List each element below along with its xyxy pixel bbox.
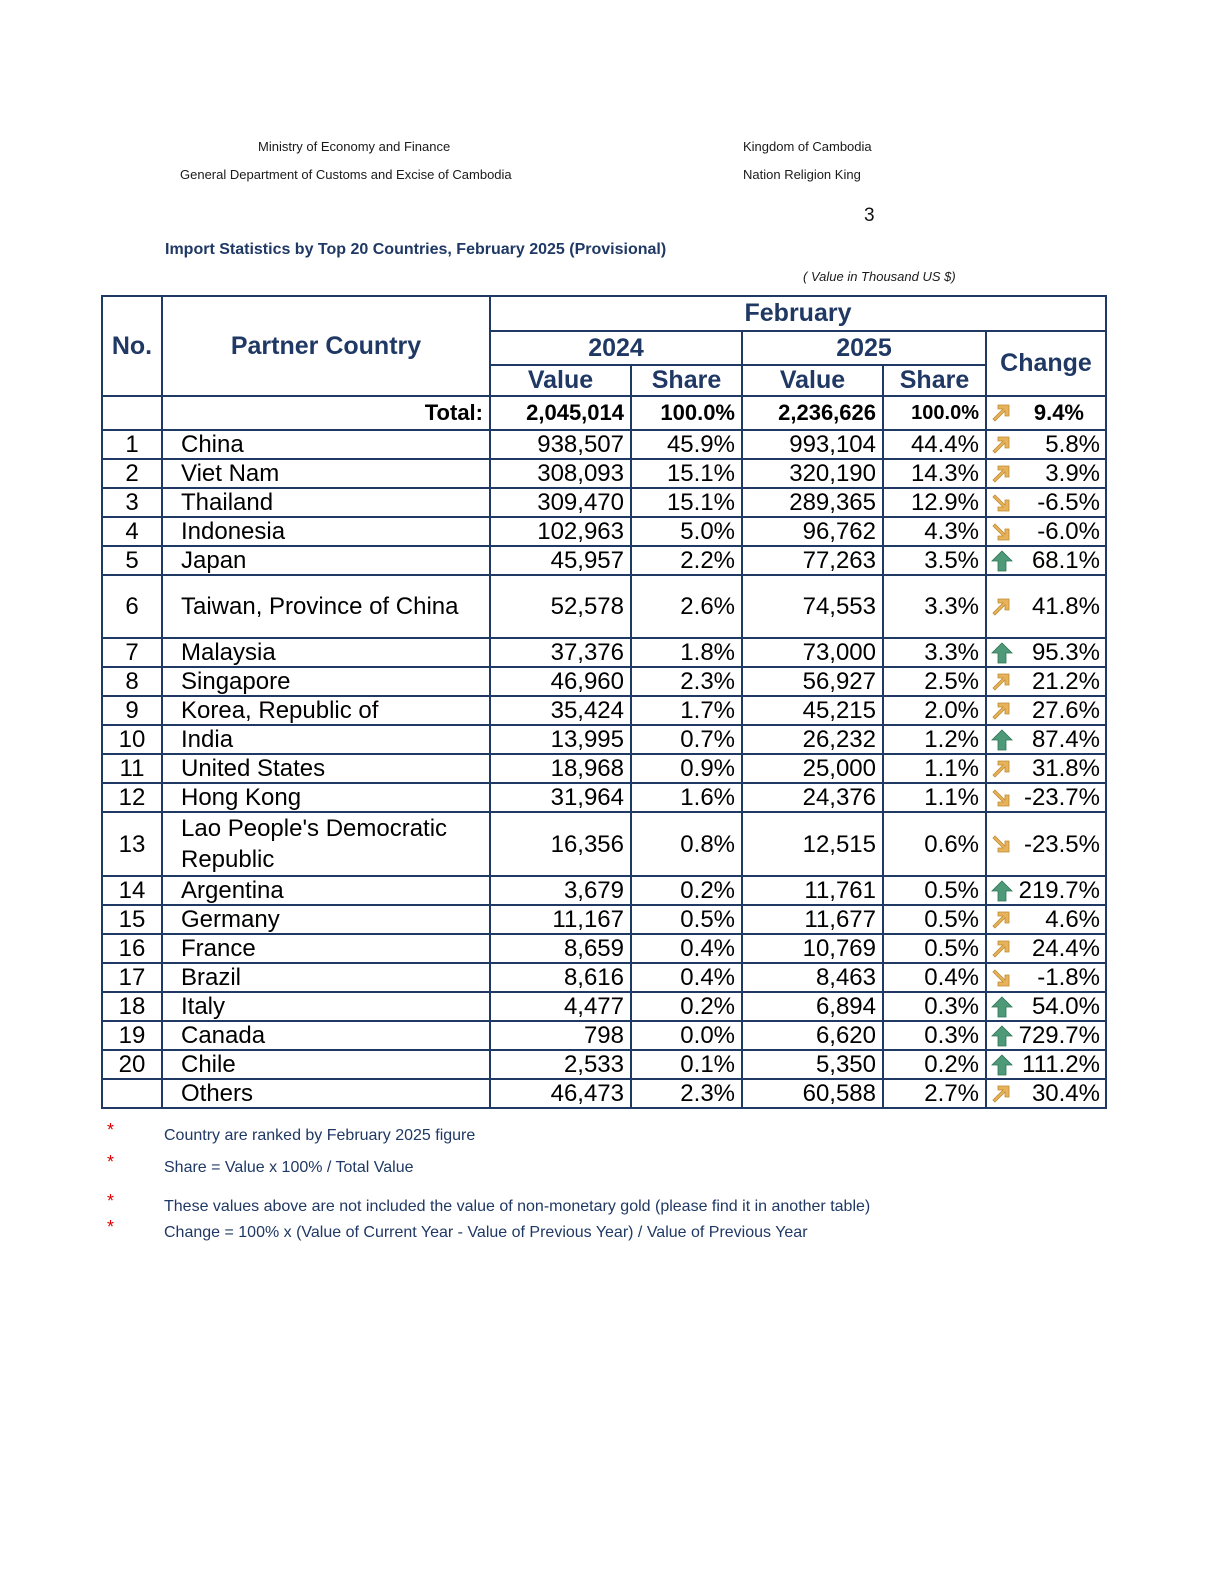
table-row xyxy=(102,754,1106,783)
row-change-cell xyxy=(986,783,1106,812)
row-country: Malaysia xyxy=(162,638,490,667)
row-value-2024: 18,968 xyxy=(490,754,631,783)
arrow-up-right-icon xyxy=(990,433,1014,457)
kingdom-name: Kingdom of Cambodia xyxy=(743,139,872,154)
header-share-2024: Share xyxy=(631,365,742,396)
row-no: 2 xyxy=(102,459,162,488)
row-share-2024: 2.3% xyxy=(631,667,742,696)
row-change: -6.5% xyxy=(1037,489,1100,516)
row-value-2024: 45,957 xyxy=(490,546,631,575)
row-change-cell xyxy=(986,459,1106,488)
row-change: 31.8% xyxy=(1031,755,1100,782)
row-value-2024: 11,167 xyxy=(490,905,631,934)
row-share-2025: 0.3% xyxy=(883,992,986,1021)
row-share-2025: 3.3% xyxy=(883,638,986,667)
row-change: 24.4% xyxy=(1031,935,1100,962)
row-change-cell xyxy=(986,963,1106,992)
row-country: Singapore xyxy=(162,667,490,696)
row-share-2024: 5.0% xyxy=(631,517,742,546)
row-value-2024: 35,424 xyxy=(490,696,631,725)
row-country: Viet Nam xyxy=(162,459,490,488)
arrow-up-icon xyxy=(990,1053,1014,1077)
row-share-2024: 2.2% xyxy=(631,546,742,575)
row-no: 5 xyxy=(102,546,162,575)
row-value-2024: 308,093 xyxy=(490,459,631,488)
arrow-up-icon xyxy=(990,995,1014,1019)
row-value-2025: 320,190 xyxy=(742,459,883,488)
table-row xyxy=(102,1021,1106,1050)
row-share-2025: 3.3% xyxy=(883,575,986,638)
row-change-cell xyxy=(986,667,1106,696)
table-row xyxy=(102,546,1106,575)
row-value-2024: 3,679 xyxy=(490,876,631,905)
footnote-marker: * xyxy=(107,1217,115,1237)
row-share-2025: 14.3% xyxy=(883,459,986,488)
row-value-2024: 309,470 xyxy=(490,488,631,517)
header-change: Change xyxy=(986,331,1106,396)
row-change-cell xyxy=(986,638,1106,667)
row-value-2025: 5,350 xyxy=(742,1050,883,1079)
table-row xyxy=(102,459,1106,488)
row-share-2024: 0.4% xyxy=(631,934,742,963)
row-country: China xyxy=(162,430,490,459)
footnote-marker: * xyxy=(107,1120,115,1140)
row-share-2024: 0.7% xyxy=(631,725,742,754)
row-value-2024: 31,964 xyxy=(490,783,631,812)
row-share-2024: 1.6% xyxy=(631,783,742,812)
row-share-2025: 44.4% xyxy=(883,430,986,459)
row-share-2024: 1.7% xyxy=(631,696,742,725)
page-number: 3 xyxy=(864,205,875,226)
row-share-2024: 0.4% xyxy=(631,963,742,992)
row-share-2024: 2.6% xyxy=(631,575,742,638)
table-row xyxy=(102,488,1106,517)
row-change: 68.1% xyxy=(1031,547,1100,574)
row-value-2024: 102,963 xyxy=(490,517,631,546)
row-change-cell xyxy=(986,876,1106,905)
row-change: 21.2% xyxy=(1031,668,1100,695)
row-value-2024: 16,356 xyxy=(490,812,631,876)
row-value-2024: 37,376 xyxy=(490,638,631,667)
header-no: No. xyxy=(102,296,162,396)
row-value-2024: 8,616 xyxy=(490,963,631,992)
row-change-cell xyxy=(986,905,1106,934)
footnote-text: Country are ranked by February 2025 figure xyxy=(164,1127,476,1144)
row-change-cell xyxy=(986,430,1106,459)
row-no xyxy=(102,1079,162,1108)
row-share-2025: 3.5% xyxy=(883,546,986,575)
row-change-cell xyxy=(986,992,1106,1021)
total-change: 9.4% xyxy=(1033,400,1084,425)
row-value-2025: 24,376 xyxy=(742,783,883,812)
total-share-2025: 100.0% xyxy=(883,396,986,430)
row-share-2024: 0.5% xyxy=(631,905,742,934)
arrow-up-right-icon xyxy=(990,937,1014,961)
row-value-2024: 938,507 xyxy=(490,430,631,459)
arrow-up-right-icon xyxy=(990,670,1014,694)
row-share-2025: 0.5% xyxy=(883,934,986,963)
row-value-2025: 73,000 xyxy=(742,638,883,667)
row-country: Canada xyxy=(162,1021,490,1050)
row-change-cell xyxy=(986,1050,1106,1079)
arrow-up-icon xyxy=(990,879,1014,903)
row-share-2025: 1.1% xyxy=(883,754,986,783)
row-country: Lao People's Democratic Republic xyxy=(162,812,490,876)
total-share-2024: 100.0% xyxy=(631,396,742,430)
footnote-text: These values above are not included the value of non-monetary gold (please find it in another table) xyxy=(164,1198,871,1215)
row-share-2025: 0.5% xyxy=(883,905,986,934)
row-value-2025: 8,463 xyxy=(742,963,883,992)
footnote-text: Change = 100% x (Value of Current Year - Value of Previous Year) / Value of Previous Year xyxy=(164,1224,808,1241)
row-value-2024: 8,659 xyxy=(490,934,631,963)
row-share-2025: 0.2% xyxy=(883,1050,986,1079)
row-share-2025: 0.5% xyxy=(883,876,986,905)
row-change-cell xyxy=(986,488,1106,517)
row-share-2025: 0.3% xyxy=(883,1021,986,1050)
row-value-2025: 10,769 xyxy=(742,934,883,963)
row-value-2025: 6,894 xyxy=(742,992,883,1021)
row-value-2024: 13,995 xyxy=(490,725,631,754)
row-no: 20 xyxy=(102,1050,162,1079)
row-country: Thailand xyxy=(162,488,490,517)
row-change: 5.8% xyxy=(1045,431,1100,458)
row-value-2024: 46,473 xyxy=(490,1079,631,1108)
row-no: 15 xyxy=(102,905,162,934)
row-no: 6 xyxy=(102,575,162,638)
row-share-2025: 2.7% xyxy=(883,1079,986,1108)
row-value-2025: 993,104 xyxy=(742,430,883,459)
arrow-down-right-icon xyxy=(990,832,1014,856)
header-value-2024: Value xyxy=(490,365,631,396)
row-change: 41.8% xyxy=(1031,593,1100,620)
row-share-2025: 0.6% xyxy=(883,812,986,876)
row-share-2024: 15.1% xyxy=(631,459,742,488)
table-row xyxy=(102,1079,1106,1108)
row-no: 11 xyxy=(102,754,162,783)
table-row xyxy=(102,812,1106,876)
row-share-2025: 1.2% xyxy=(883,725,986,754)
row-country: France xyxy=(162,934,490,963)
row-country: Japan xyxy=(162,546,490,575)
header-partner-country: Partner Country xyxy=(162,296,490,396)
row-value-2025: 96,762 xyxy=(742,517,883,546)
footnote-marker: * xyxy=(107,1191,115,1211)
import-statistics-table xyxy=(101,295,1107,1109)
row-share-2024: 0.8% xyxy=(631,812,742,876)
row-share-2025: 12.9% xyxy=(883,488,986,517)
table-row xyxy=(102,992,1106,1021)
row-share-2025: 0.4% xyxy=(883,963,986,992)
row-change-cell xyxy=(986,1021,1106,1050)
table-row xyxy=(102,575,1106,638)
table-row xyxy=(102,725,1106,754)
national-motto: Nation Religion King xyxy=(743,167,861,182)
table-row xyxy=(102,934,1106,963)
unit-note: ( Value in Thousand US $) xyxy=(803,269,956,284)
row-value-2025: 6,620 xyxy=(742,1021,883,1050)
row-no: 14 xyxy=(102,876,162,905)
arrow-up-right-icon xyxy=(990,462,1014,486)
row-no: 1 xyxy=(102,430,162,459)
row-change: 3.9% xyxy=(1045,460,1100,487)
row-value-2024: 2,533 xyxy=(490,1050,631,1079)
total-value-2024: 2,045,014 xyxy=(490,396,631,430)
ministry-name: Ministry of Economy and Finance xyxy=(258,139,451,154)
row-no: 12 xyxy=(102,783,162,812)
table-row xyxy=(102,876,1106,905)
row-value-2024: 798 xyxy=(490,1021,631,1050)
row-change: 219.7% xyxy=(1018,877,1100,904)
row-value-2025: 60,588 xyxy=(742,1079,883,1108)
row-value-2025: 45,215 xyxy=(742,696,883,725)
row-value-2025: 12,515 xyxy=(742,812,883,876)
row-share-2024: 0.1% xyxy=(631,1050,742,1079)
arrow-down-right-icon xyxy=(990,786,1014,810)
row-no: 19 xyxy=(102,1021,162,1050)
row-change: -23.5% xyxy=(1023,830,1100,858)
row-value-2024: 52,578 xyxy=(490,575,631,638)
header-value-2025: Value xyxy=(742,365,883,396)
footnote-marker: * xyxy=(107,1152,115,1172)
row-value-2024: 46,960 xyxy=(490,667,631,696)
total-value-2025: 2,236,626 xyxy=(742,396,883,430)
arrow-up-right-icon xyxy=(990,595,1014,619)
table-row xyxy=(102,783,1106,812)
arrow-up-icon xyxy=(990,1024,1014,1048)
arrow-up-icon xyxy=(990,641,1014,665)
arrow-up-right-icon xyxy=(990,699,1014,723)
row-value-2025: 74,553 xyxy=(742,575,883,638)
header-month: February xyxy=(490,296,1106,331)
row-country: Taiwan, Province of China xyxy=(162,575,490,638)
row-country: Germany xyxy=(162,905,490,934)
arrow-down-right-icon xyxy=(990,491,1014,515)
table-row xyxy=(102,905,1106,934)
row-country: Hong Kong xyxy=(162,783,490,812)
row-no: 18 xyxy=(102,992,162,1021)
arrow-down-right-icon xyxy=(990,520,1014,544)
row-change: 54.0% xyxy=(1031,993,1100,1020)
row-value-2024: 4,477 xyxy=(490,992,631,1021)
row-share-2024: 0.9% xyxy=(631,754,742,783)
row-change-cell xyxy=(986,696,1106,725)
row-value-2025: 25,000 xyxy=(742,754,883,783)
row-change: 30.4% xyxy=(1031,1080,1100,1107)
table-row xyxy=(102,1050,1106,1079)
table-row xyxy=(102,667,1106,696)
arrow-up-right-icon xyxy=(990,908,1014,932)
row-change-cell xyxy=(986,575,1106,638)
row-change-cell xyxy=(986,546,1106,575)
row-country: Brazil xyxy=(162,963,490,992)
row-country: Others xyxy=(162,1079,490,1108)
arrow-up-icon xyxy=(990,728,1014,752)
arrow-down-right-icon xyxy=(990,966,1014,990)
table-row xyxy=(102,517,1106,546)
row-change: 4.6% xyxy=(1045,906,1100,933)
row-value-2025: 11,761 xyxy=(742,876,883,905)
row-share-2024: 45.9% xyxy=(631,430,742,459)
row-country: Indonesia xyxy=(162,517,490,546)
row-value-2025: 11,677 xyxy=(742,905,883,934)
header-year-2024: 2024 xyxy=(490,331,742,365)
row-no: 3 xyxy=(102,488,162,517)
table-row xyxy=(102,638,1106,667)
total-change-cell xyxy=(986,396,1106,430)
row-country: United States xyxy=(162,754,490,783)
row-country: Korea, Republic of xyxy=(162,696,490,725)
row-country: Argentina xyxy=(162,876,490,905)
total-row xyxy=(102,396,1106,430)
row-change: 111.2% xyxy=(1022,1051,1100,1078)
row-country: Italy xyxy=(162,992,490,1021)
table-row xyxy=(102,963,1106,992)
row-no: 4 xyxy=(102,517,162,546)
arrow-up-right-icon xyxy=(990,1082,1014,1106)
row-share-2025: 2.5% xyxy=(883,667,986,696)
table-row xyxy=(102,696,1106,725)
row-change-cell xyxy=(986,517,1106,546)
row-share-2024: 0.2% xyxy=(631,992,742,1021)
row-change: 729.7% xyxy=(1018,1022,1100,1049)
row-share-2024: 0.0% xyxy=(631,1021,742,1050)
total-label: Total: xyxy=(162,396,490,430)
row-value-2025: 77,263 xyxy=(742,546,883,575)
row-value-2025: 26,232 xyxy=(742,725,883,754)
row-change: -1.8% xyxy=(1037,964,1100,991)
row-change: -6.0% xyxy=(1037,518,1100,545)
department-name: General Department of Customs and Excise of Cambodia xyxy=(180,167,512,182)
row-no: 17 xyxy=(102,963,162,992)
arrow-up-right-icon xyxy=(990,401,1014,425)
row-change-cell xyxy=(986,812,1106,876)
header-year-2025: 2025 xyxy=(742,331,986,365)
row-no: 8 xyxy=(102,667,162,696)
row-change-cell xyxy=(986,934,1106,963)
header-share-2025: Share xyxy=(883,365,986,396)
row-share-2025: 2.0% xyxy=(883,696,986,725)
row-change: -23.7% xyxy=(1023,784,1100,811)
row-value-2025: 289,365 xyxy=(742,488,883,517)
footnote-text: Share = Value x 100% / Total Value xyxy=(164,1159,414,1176)
row-no: 10 xyxy=(102,725,162,754)
row-share-2024: 2.3% xyxy=(631,1079,742,1108)
row-no: 9 xyxy=(102,696,162,725)
row-change: 95.3% xyxy=(1031,639,1100,666)
row-country: India xyxy=(162,725,490,754)
row-share-2024: 15.1% xyxy=(631,488,742,517)
row-share-2024: 0.2% xyxy=(631,876,742,905)
row-change: 87.4% xyxy=(1031,726,1100,753)
arrow-up-right-icon xyxy=(990,757,1014,781)
row-country: Chile xyxy=(162,1050,490,1079)
row-change-cell xyxy=(986,754,1106,783)
row-change-cell xyxy=(986,1079,1106,1108)
row-no: 13 xyxy=(102,812,162,876)
arrow-up-icon xyxy=(990,549,1014,573)
row-share-2024: 1.8% xyxy=(631,638,742,667)
table-row xyxy=(102,430,1106,459)
row-no: 7 xyxy=(102,638,162,667)
row-share-2025: 4.3% xyxy=(883,517,986,546)
report-title: Import Statistics by Top 20 Countries, February 2025 (Provisional) xyxy=(165,241,667,258)
row-value-2025: 56,927 xyxy=(742,667,883,696)
row-share-2025: 1.1% xyxy=(883,783,986,812)
row-change-cell xyxy=(986,725,1106,754)
row-change: 27.6% xyxy=(1031,697,1100,724)
row-no: 16 xyxy=(102,934,162,963)
total-no-cell xyxy=(102,396,162,430)
